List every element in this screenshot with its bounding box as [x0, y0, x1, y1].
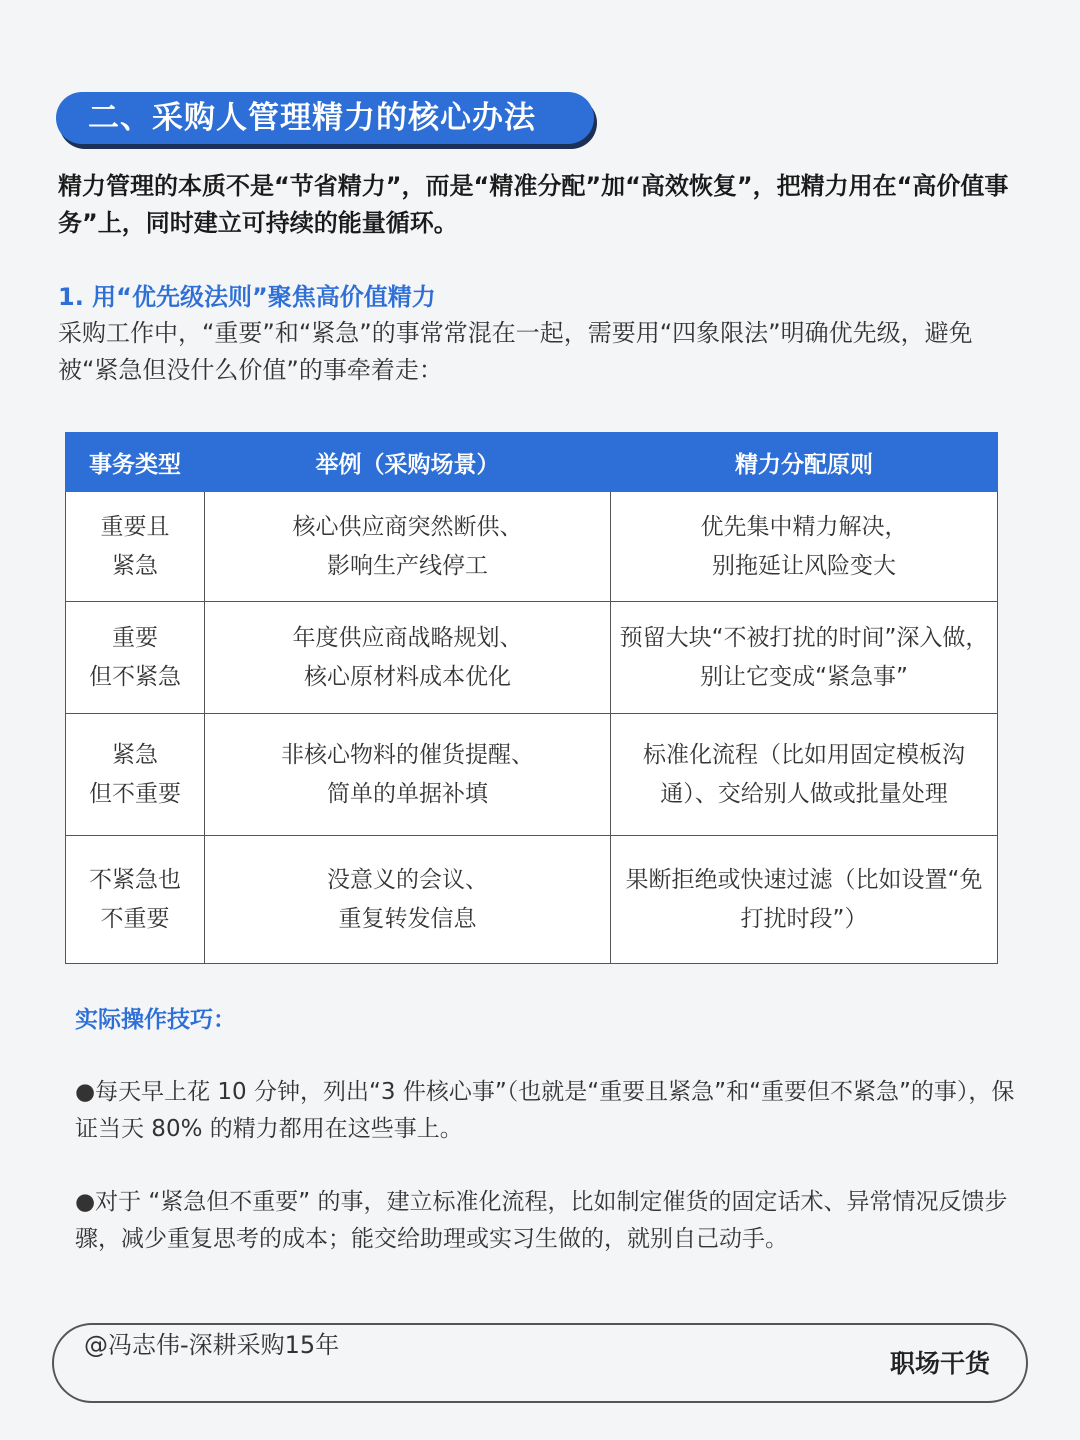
intro-paragraph: 精力管理的本质不是“节省精力”，而是“精准分配”加“高效恢复”，把精力用在“高价值事务”上，同时建立可持续的能量循环。 [58, 172, 1009, 237]
header-principle: 精力分配原则 [611, 433, 998, 492]
priority-matrix-table [65, 432, 998, 964]
cell-type: 重要且 紧急 [66, 492, 205, 602]
tips-title: 实际操作技巧： [75, 1007, 236, 1033]
cell-principle: 预留大块“不被打扰的时间”深入做，别让它变成“紧急事” [611, 602, 998, 714]
author-handle: @冯志伟-深耕采购15年 [84, 1331, 340, 1359]
cell-example: 非核心物料的催货提醒、 简单的单据补填 [205, 714, 611, 836]
point-1-body: 采购工作中，“重要”和“紧急”的事常常混在一起，需要用“四象限法”明确优先级，避免被“紧急但没什么价值”的事牵着走： [58, 319, 973, 384]
table-header-row [66, 433, 998, 492]
table-row [66, 492, 998, 602]
header-example: 举例（采购场景） [205, 433, 611, 492]
cell-type: 不紧急也 不重要 [66, 836, 205, 964]
cell-example: 年度供应商战略规划、 核心原材料成本优化 [205, 602, 611, 714]
cell-principle: 果断拒绝或快速过滤（比如设置“免打扰时段”） [611, 836, 998, 964]
tip-item: ●对于 “紧急但不重要” 的事，建立标准化流程，比如制定催货的固定话术、异常情况反馈步骤，减少重复思考的成本；能交给助理或实习生做的，就别自己动手。 [75, 1189, 1008, 1252]
table-row [66, 602, 998, 714]
cell-principle: 标准化流程（比如用固定模板沟通）、交给别人做或批量处理 [611, 714, 998, 836]
table-row [66, 836, 998, 964]
tip-item: ●每天早上花 10 分钟，列出“3 件核心事”（也就是“重要且紧急”和“重要但不紧急”的事），保证当天 80% 的精力都用在这些事上。 [75, 1079, 1015, 1142]
table-row [66, 714, 998, 836]
cell-example: 核心供应商突然断供、 影响生产线停工 [205, 492, 611, 602]
section-title: 二、采购人管理精力的核心办法 [56, 92, 594, 144]
header-type: 事务类型 [66, 433, 205, 492]
category-tag: 职场干货 [889, 1349, 990, 1378]
cell-example: 没意义的会议、 重复转发信息 [205, 836, 611, 964]
point-1-heading: 1. 用“优先级法则”聚焦高价值精力 [58, 283, 436, 311]
cell-type: 紧急 但不重要 [66, 714, 205, 836]
footer-bar [52, 1323, 1028, 1403]
cell-principle: 优先集中精力解决， 别拖延让风险变大 [611, 492, 998, 602]
cell-type: 重要 但不紧急 [66, 602, 205, 714]
